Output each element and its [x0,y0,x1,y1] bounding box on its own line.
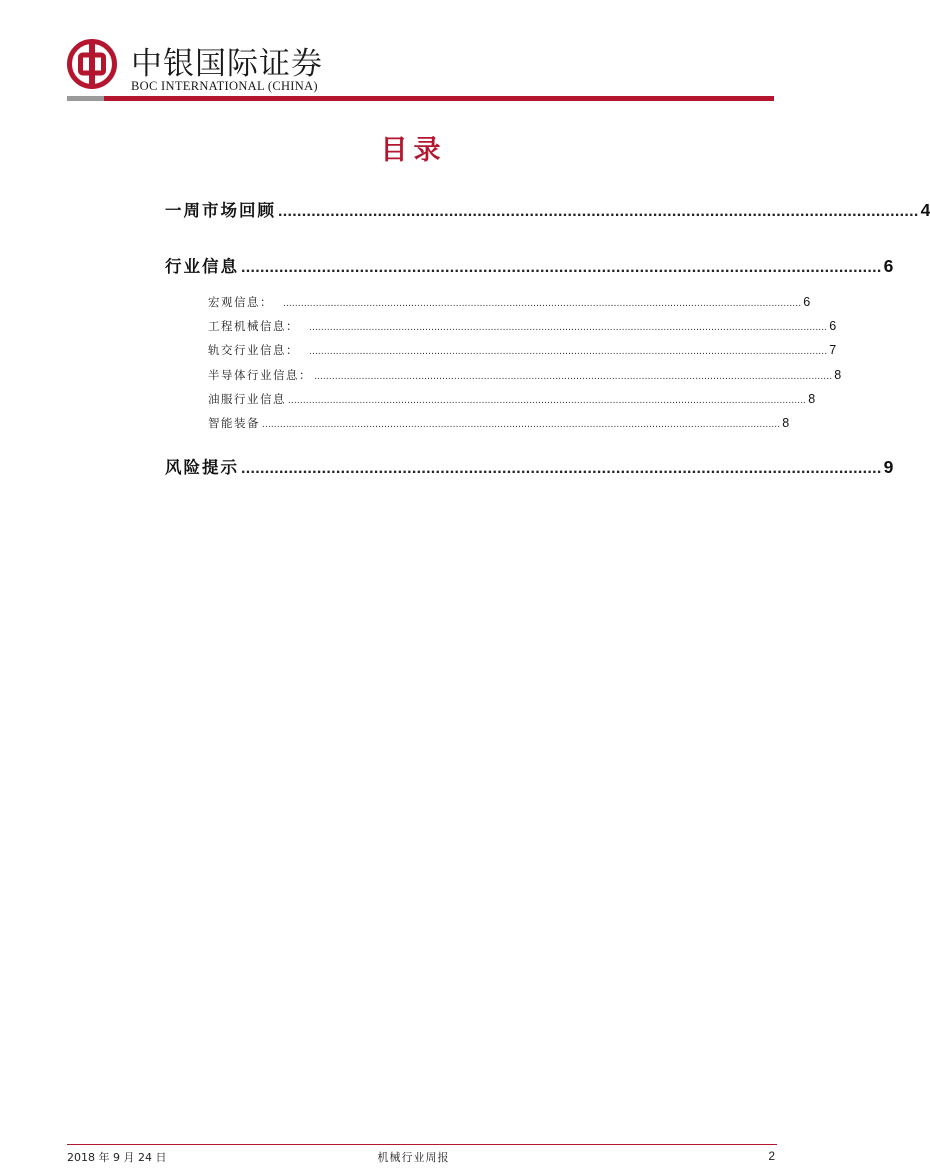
footer-report-name: 机械行业周报 [377,1151,450,1164]
toc-entry-smart-equipment[interactable] [208,415,790,431]
page-header [0,0,827,105]
toc-entry-semiconductor[interactable] [208,367,842,383]
boc-logo-icon [67,39,117,89]
toc-entry-industry-info[interactable] [165,253,894,277]
toc-entry-label: 一周市场回顾 [165,201,276,220]
toc-entry-label: 半导体行业信息： [208,368,312,382]
toc-entry-page: 7 [829,343,837,357]
toc-entry-page: 8 [782,416,790,430]
toc-entry-label: 智能装备 [208,416,260,430]
toc-entry-page: 4 [920,200,930,220]
toc-leader-dots: ....................................................................................................................................... [241,460,882,477]
toc-leader-dots: .............................................................................................................................................................................. [262,419,781,430]
toc-entry-page: 9 [883,457,894,477]
toc-leader-dots: ....................................................................................................................................... [241,259,882,276]
toc-leader-dots: ....................................................................................................................................... [278,203,919,220]
toc-entry-oilfield-services[interactable] [208,391,816,407]
toc-entry-page: 8 [808,392,816,406]
toc-entry-page: 8 [834,368,842,382]
toc-entry-label: 油服行业信息 [208,392,286,406]
toc-title: 目录 [380,135,447,166]
header-rule-grey [67,96,104,101]
toc-entry-construction-machinery[interactable] [208,318,837,334]
toc-entry-label: 轨交行业信息： [208,343,299,357]
toc-leader-dots: .............................................................................................................................................................................. [288,395,807,406]
toc-entry-page: 6 [829,319,837,333]
toc-entry-label: 风险提示 [165,458,239,477]
toc-entry-rail-transit[interactable] [208,342,837,358]
toc-leader-dots: .............................................................................................................................................................................. [283,298,802,309]
toc-leader-dots: .............................................................................................................................................................................. [309,322,828,333]
toc-entry-label: 行业信息 [165,257,239,276]
toc-entry-macro-info[interactable] [208,294,811,310]
toc-entry-page: 6 [803,295,811,309]
header-rule-red [104,96,774,101]
footer-page-number: 2 [768,1149,775,1163]
footer-date: 2018 年 9 月 24 日 [67,1151,167,1164]
brand-name-english: BOC INTERNATIONAL (CHINA) [131,79,318,93]
toc-entry-market-review[interactable] [165,197,930,221]
footer-rule [67,1144,777,1145]
toc-entry-label: 宏观信息： [208,295,273,309]
toc-leader-dots: .............................................................................................................................................................................. [309,346,828,357]
brand-name-chinese: 中银国际证券 [131,46,323,82]
toc-entry-label: 工程机械信息： [208,319,299,333]
toc-leader-dots: .............................................................................................................................................................................. [314,371,833,382]
toc-entry-page: 6 [883,256,894,276]
toc-entry-risk-warning[interactable] [165,454,894,478]
